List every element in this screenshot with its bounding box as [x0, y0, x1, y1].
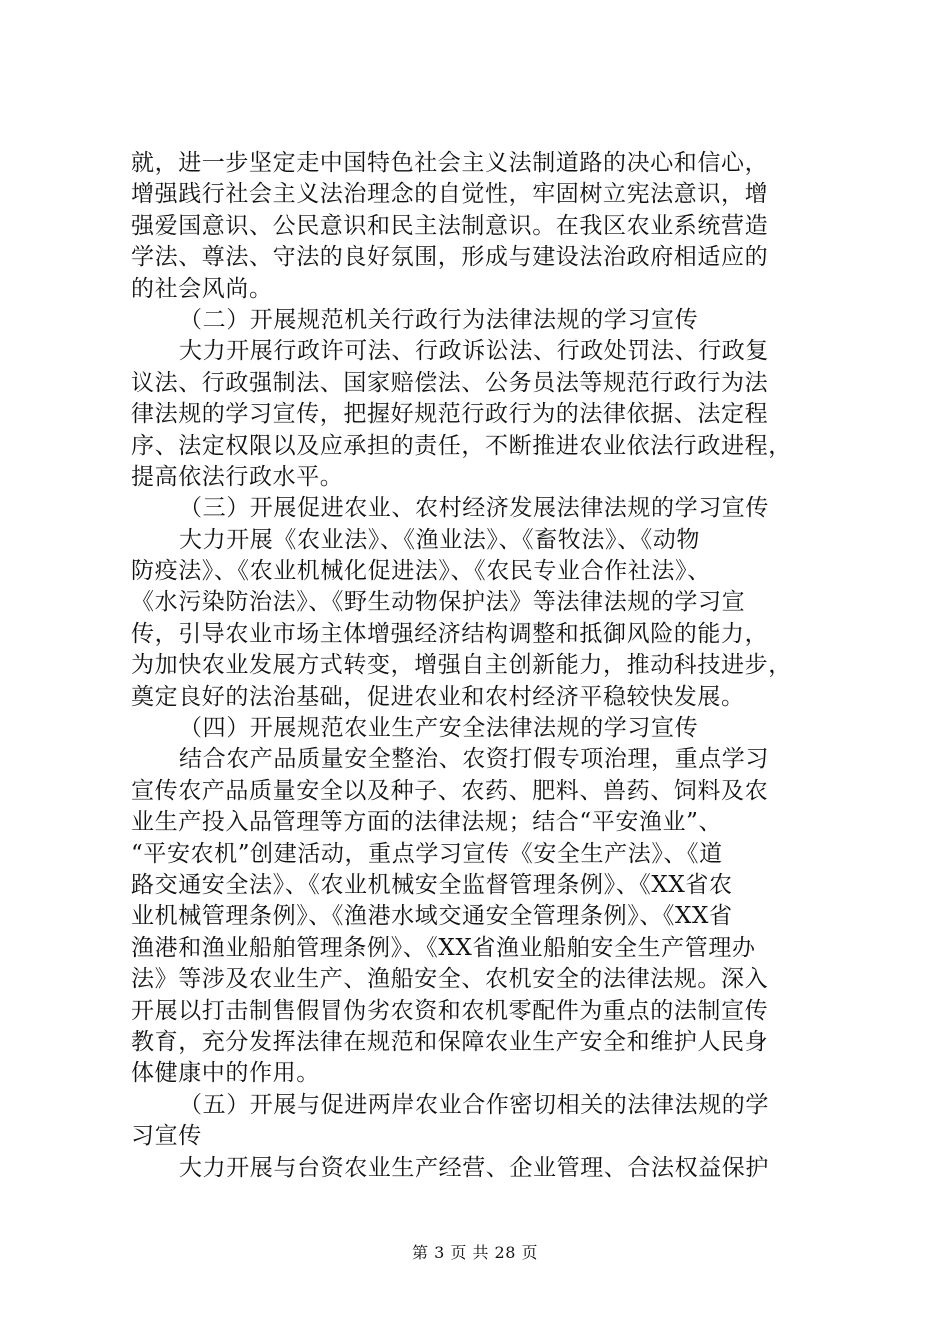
- text-line: 大力开展《农业法》、《渔业法》、《畜牧法》、《动物: [179, 526, 700, 553]
- text-line: 法》等涉及农业生产、渔船安全、农机安全的法律法规。深入: [131, 966, 769, 993]
- text-line: 体健康中的作用。: [131, 1060, 320, 1087]
- text-line: 结合农产品质量安全整治、农资打假专项治理，重点学习: [179, 746, 769, 773]
- text-line: 律法规的学习宣传，把握好规范行政行为的法律依据、法定程: [131, 401, 769, 428]
- text-line: 议法、行政强制法、国家赔偿法、公务员法等规范行政行为法: [131, 369, 769, 396]
- text-line: 传，引导农业市场主体增强经济结构调整和抵御风险的能力，: [131, 620, 769, 647]
- text-line: 渔港和渔业船舶管理条例》、《XX省渔业船舶安全生产管理办: [131, 934, 756, 961]
- body-text: [131, 148, 831, 1184]
- text-line: 的社会风尚。: [131, 275, 273, 302]
- text-line: 强爱国意识、公民意识和民主法制意识。在我区农业系统营造: [131, 212, 769, 239]
- text-line: （四）开展规范农业生产安全法律法规的学习宣传: [179, 715, 699, 742]
- text-line: 增强践行社会主义法治理念的自觉性，牢固树立宪法意识，增: [131, 181, 769, 208]
- text-line: 《水污染防治法》、《野生动物保护法》等法律法规的学习宣: [131, 589, 746, 616]
- text-line: 路交通安全法》、《农业机械安全监督管理条例》、《XX省农: [131, 871, 733, 898]
- text-line: 宣传农产品质量安全以及种子、农药、肥料、兽药、饲料及农: [131, 777, 769, 804]
- text-line: 大力开展行政许可法、行政诉讼法、行政处罚法、行政复: [179, 338, 769, 365]
- text-line: 奠定良好的法治基础，促进农业和农村经济平稳较快发展。: [131, 683, 745, 710]
- text-line: 习宣传: [131, 1123, 202, 1150]
- text-line: 为加快农业发展方式转变，增强自主创新能力，推动科技进步，: [131, 652, 792, 679]
- text-line: 教育，充分发挥法律在规范和保障农业生产安全和维护人民身: [131, 1028, 769, 1055]
- text-line: 提高依法行政水平。: [131, 463, 344, 490]
- text-line: （二）开展规范机关行政行为法律法规的学习宣传: [179, 306, 699, 333]
- text-line: 业机械管理条例》、《渔港水域交通安全管理条例》、《XX省: [131, 903, 733, 930]
- text-line: 就，进一步坚定走中国特色社会主义法制道路的决心和信心，: [131, 150, 769, 176]
- text-line: 业生产投入品管理等方面的法律法规；结合“平安渔业”、: [131, 809, 723, 836]
- text-line: “平安农机”创建活动，重点学习宣传《安全生产法》、《道: [131, 840, 723, 867]
- text-line: 序、法定权限以及应承担的责任，不断推进农业依法行政进程，: [131, 432, 792, 459]
- text-line: （五）开展与促进两岸农业合作密切相关的法律法规的学: [179, 1091, 769, 1118]
- text-line: 学法、尊法、守法的良好氛围，形成与建设法治政府相适应的: [131, 244, 769, 271]
- page-footer: 第 3 页 共 28 页: [412, 1243, 538, 1262]
- text-line: 大力开展与台资农业生产经营、企业管理、合法权益保护: [179, 1154, 769, 1181]
- text-line: （三）开展促进农业、农村经济发展法律法规的学习宣传: [179, 495, 769, 522]
- text-line: 开展以打击制售假冒伪劣农资和农机零配件为重点的法制宣传: [131, 997, 769, 1024]
- text-line: 防疫法》、《农业机械化促进法》、《农民专业合作社法》、: [131, 558, 711, 585]
